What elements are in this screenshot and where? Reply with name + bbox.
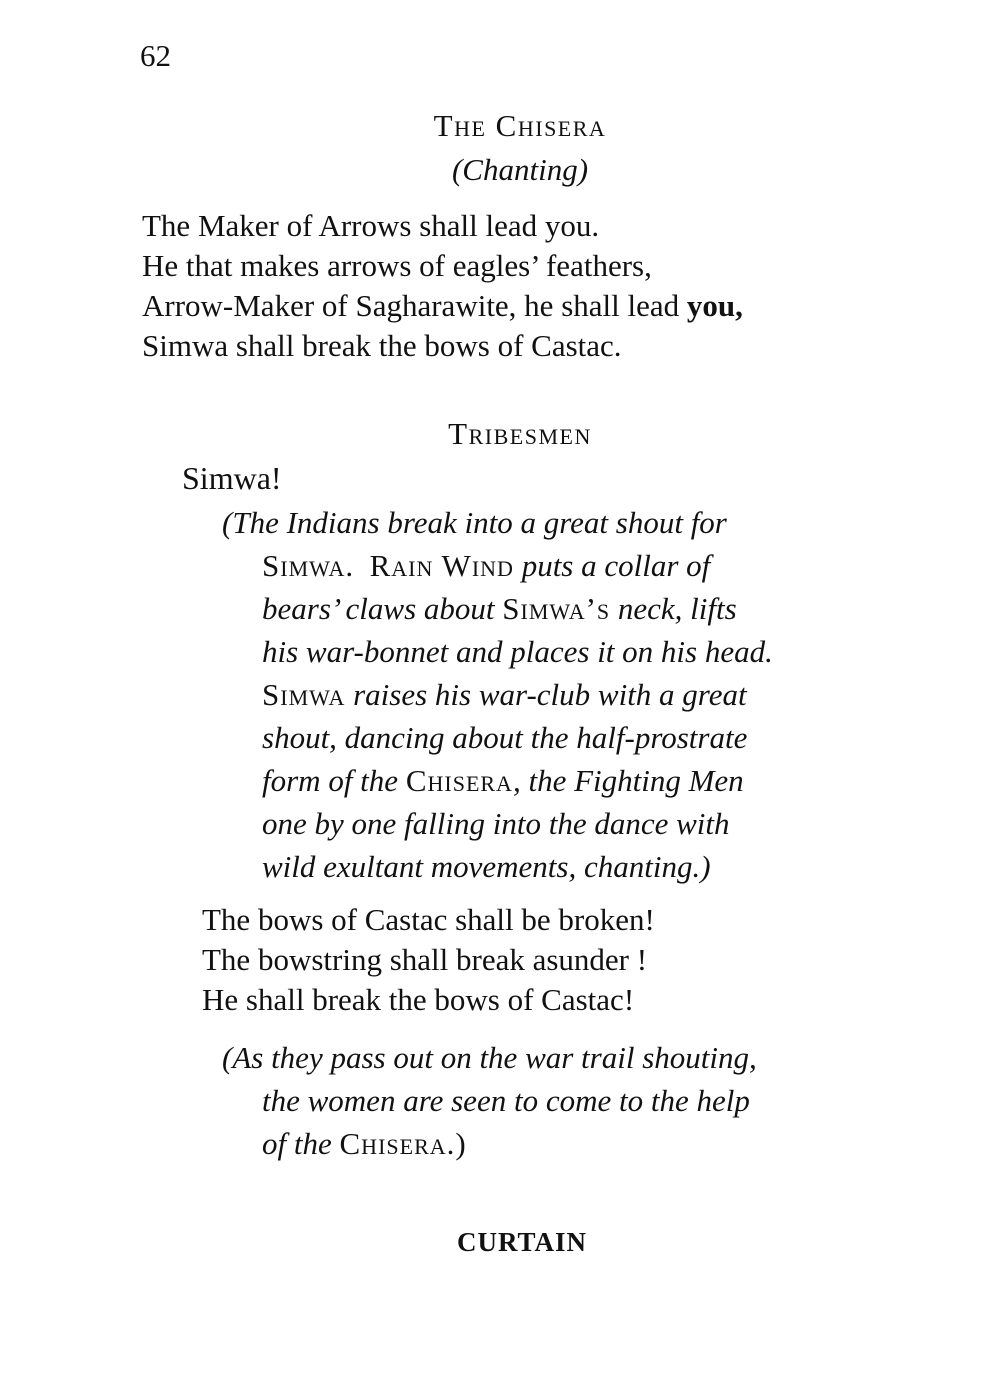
verse-line: The bows of Castac shall be broken! xyxy=(202,902,655,937)
stage-text: .) xyxy=(446,1126,467,1161)
stage-line: shout, dancing about the half-prostrate xyxy=(262,720,748,755)
stage-direction-block xyxy=(222,501,773,888)
verse-line-text: Arrow-Maker of Sagharawite, he shall lead xyxy=(142,288,687,323)
stage-line: wild exultant movements, chanting.) xyxy=(262,849,711,884)
stage-text: puts a collar of xyxy=(513,548,711,583)
stage-text: neck, lifts xyxy=(610,591,737,626)
character-name: Simwa xyxy=(262,677,346,712)
final-stage-direction xyxy=(222,1036,757,1165)
verse-line: The Maker of Arrows shall lead you. xyxy=(142,208,600,243)
page-number: 62 xyxy=(140,38,171,73)
character-name: Simwa’s xyxy=(502,591,611,626)
verse-line: He shall break the bows of Castac! xyxy=(202,982,635,1017)
stage-line xyxy=(222,544,773,587)
verse-line: Simwa shall break the bows of Castac. xyxy=(142,328,622,363)
speaker-tribesmen: Tribesmen xyxy=(448,416,592,451)
stage-text: of the xyxy=(262,1126,340,1161)
stage-text: raises his war-club with a great xyxy=(345,677,747,712)
stage-line xyxy=(222,673,773,716)
stage-text: form of the xyxy=(262,763,406,798)
stage-line: the women are seen to come to the help xyxy=(262,1083,750,1118)
curtain-heading: CURTAIN xyxy=(456,1227,588,1257)
character-name: Rain Wind xyxy=(369,548,514,583)
verse-line: Simwa! xyxy=(182,460,282,496)
stage-text: , the Fighting Men xyxy=(512,763,744,798)
stage-line: one by one falling into the dance with xyxy=(262,806,730,841)
speaker-chisera: The Chisera xyxy=(433,108,607,143)
verse-line xyxy=(142,286,743,326)
character-name: Chisera xyxy=(339,1126,447,1161)
verse-line: He that makes arrows of eagles’ feathers, xyxy=(142,248,652,283)
verse-bold-word: you, xyxy=(686,288,743,323)
verse-line: The bowstring shall break asunder ! xyxy=(202,942,648,977)
stage-line xyxy=(222,759,773,802)
stage-direction-chanting: (Chanting) xyxy=(451,152,589,187)
stage-line: (The Indians break into a great shout for xyxy=(222,505,727,540)
stage-line: his war-bonnet and places it on his head. xyxy=(262,634,773,669)
tribesmen-shout xyxy=(182,458,282,498)
stage-line: (As they pass out on the war trail shouting, xyxy=(222,1040,757,1075)
stage-line xyxy=(222,1122,757,1165)
chant-verse xyxy=(202,900,655,1020)
character-name: Simwa. xyxy=(262,548,355,583)
character-name: Chisera xyxy=(405,763,513,798)
stage-text: bears’ claws about xyxy=(262,591,503,626)
chisera-verse xyxy=(142,206,743,366)
stage-line xyxy=(222,587,773,630)
